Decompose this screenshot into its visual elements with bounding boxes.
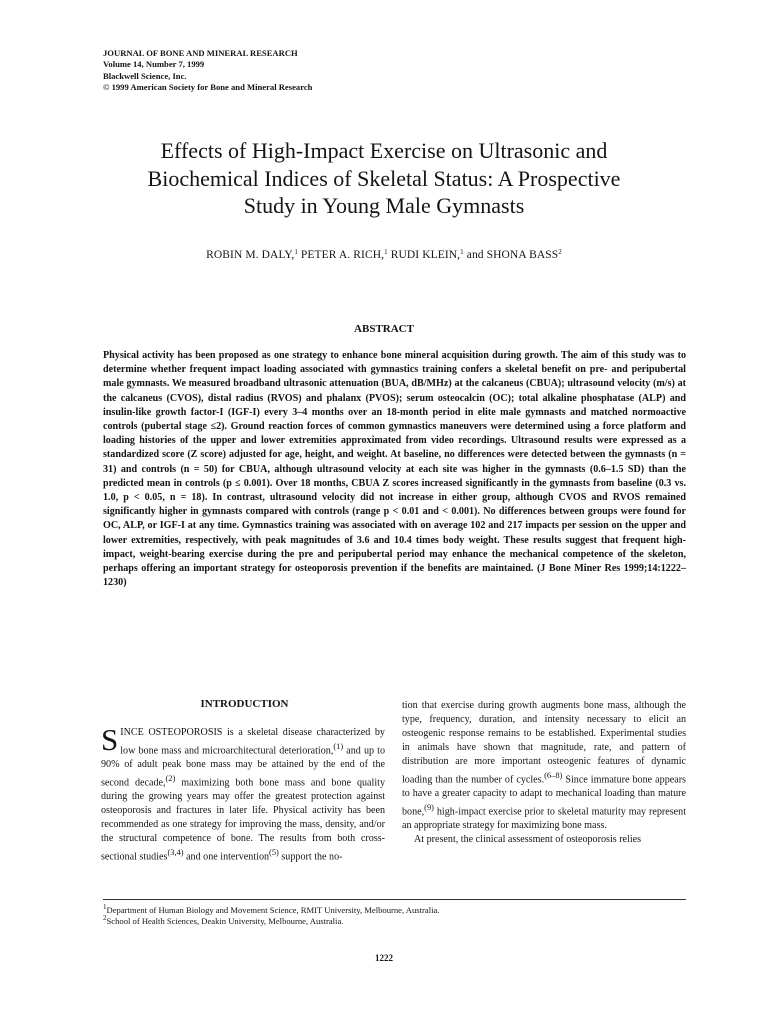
footnote-mark: 1 bbox=[103, 903, 107, 911]
journal-copyright: © 1999 American Society for Bone and Mineral Research bbox=[103, 82, 313, 93]
body-text: and up to 90% of adult peak bone mass may be attained by the end of the second decade, bbox=[101, 745, 385, 789]
introduction-left-column bbox=[101, 722, 385, 864]
body-text: support the no- bbox=[278, 851, 343, 863]
author-list bbox=[60, 249, 708, 261]
citation: (3,4) bbox=[167, 847, 184, 857]
drop-cap: S bbox=[101, 722, 119, 757]
author-affiliation: 1 bbox=[460, 248, 464, 256]
citation: (9) bbox=[424, 802, 434, 812]
page-number: 1222 bbox=[375, 953, 393, 963]
body-text: high-impact exercise prior to skeletal maturity may represent an appropriate strategy for maximizing bone mass. bbox=[402, 806, 686, 831]
title-line-2: Biochemical Indices of Skeletal Status: A Prospective bbox=[147, 165, 621, 191]
body-text: and one intervention bbox=[183, 851, 270, 863]
introduction-paragraph: At present, the clinical assessment of osteoporosis relies bbox=[414, 833, 642, 845]
introduction-heading: INTRODUCTION bbox=[200, 698, 289, 710]
author-affiliation: 1 bbox=[294, 248, 298, 256]
title-line-1: Effects of High-Impact Exercise on Ultrasonic and bbox=[160, 138, 608, 163]
citation: (6–8) bbox=[544, 770, 563, 780]
journal-publisher: Blackwell Science, Inc. bbox=[103, 70, 187, 81]
footnote bbox=[103, 916, 439, 927]
body-text: maximizing both bone mass and bone quality during the growing years may offer the greatest protection against osteoporosis and fractures in later life. Physical activity has been recommended as one strategy for improving the mass, density, and/or the structural competence of bone. The results from both cross-sectional studies bbox=[101, 777, 385, 863]
citation: (2) bbox=[165, 774, 176, 784]
footnote-text: Department of Human Biology and Movement Science, RMIT University, Melbourne, Australia. bbox=[106, 905, 440, 915]
abstract-text: Physical activity has been proposed as one strategy to enhance bone mineral acquisition during growth. The aim of this study was to determine whether frequent impact loading associated with gymnastics training confers a skeletal benefit on pre- and peripubertal male gymnasts. We measured broadband ultrasonic attenuation (BUA, dB/MHz) at the calcaneus (CBUA); ultrasound velocity (m/s) at the calcaneus (CVOS), distal radius (RVOS) and phalanx (PVOS); serum osteocalcin (OC); total alkaline phosphatase (ALP) and insulin-like growth factor-I (IGF-I) every 3–4 months over an 18-month period in elite male gymnasts and matched normoactive controls (pubertal stage ≤2). Ground reaction forces of common gymnastics maneuvers were determined using a force platform and loading histories of the upper and lower extremities approximated from video recordings. Ultrasound results were expressed as a standardized score (Z score) adjusted for age, height, and weight. At baseline, no differences were detected between the gymnasts (n = 31) and controls (n = 50) for CBUA, although ultrasound velocity at each site was higher in the gymnasts (0.6–1.5 SD) than the predicted mean in controls (p ≤ 0.001). Over 18 months, CBUA Z scores increased significantly in the gymnasts from baseline (0.3 vs. 1.0, p < 0.05, n = 18). In contrast, ultrasound velocity did not increase in either group, although CVOS and RVOS remained significantly higher in gymnasts compared with controls (range p < 0.01 and < 0.001). No differences between groups were found for OC, ALP, or IGF-I at any time. Gymnastics training was associated with on average 102 and 217 impacts per session on the upper and lower extremities, respectively, with peak magnitudes of 3.6 and 10.4 times body weight. These results suggest that frequent high-impact, weight-bearing exercise during the pre and peripubertal period may enhance the mechanical competence of the skeleton, perhaps offering an important strategy for osteoporosis prevention if the benefits are maintained. (J Bone Miner Res 1999;14:1222–1230) bbox=[103, 350, 686, 589]
author-affiliation: 1 bbox=[384, 248, 388, 256]
journal-header bbox=[103, 48, 312, 94]
author-name: ROBIN M. DALY, bbox=[206, 249, 295, 261]
footnote-mark: 2 bbox=[103, 914, 107, 923]
title-line-3: Study in Young Male Gymnasts bbox=[243, 193, 525, 218]
footnote bbox=[103, 905, 439, 916]
citation: (5) bbox=[269, 847, 279, 857]
introduction-paragraph bbox=[402, 699, 686, 833]
footnotes bbox=[103, 905, 439, 928]
body-text: is a skeletal disease characterized by low bone mass and microarchitectural deterioration, bbox=[120, 727, 385, 757]
abstract-heading: ABSTRACT bbox=[354, 323, 414, 335]
journal-volume: Volume 14, Number 7, 1999 bbox=[103, 59, 205, 70]
author-affiliation: 2 bbox=[558, 248, 562, 256]
citation: (1) bbox=[333, 741, 344, 751]
author-name: RUDI KLEIN, bbox=[390, 249, 461, 261]
introduction-paragraph bbox=[101, 722, 385, 864]
footnote-divider bbox=[103, 899, 686, 900]
footnote-text: School of Health Sciences, Deakin University, Melbourne, Australia. bbox=[106, 916, 344, 927]
author-name: PETER A. RICH, bbox=[300, 249, 385, 261]
journal-name: JOURNAL OF BONE AND MINERAL RESEARCH bbox=[103, 48, 298, 58]
introduction-right-column bbox=[402, 699, 686, 847]
body-text: Since immature bone appears to have a greater capacity to adapt to mechanical loading than mature bone, bbox=[402, 773, 686, 818]
article-title bbox=[60, 137, 708, 220]
author-name: and SHONA BASS bbox=[466, 249, 559, 261]
body-text: tion that exercise during growth augments bone mass, although the type, frequency, duration, and intensity necessary to elicit an osteogenic response remains to be established. Experimental studies in animals have shown that magnitude, rate, and pattern of distribution are more important osteogenic features of dynamic loading than the number of cycles. bbox=[402, 700, 686, 785]
lead-in-text: INCE OSTEOPOROSIS bbox=[120, 727, 223, 738]
